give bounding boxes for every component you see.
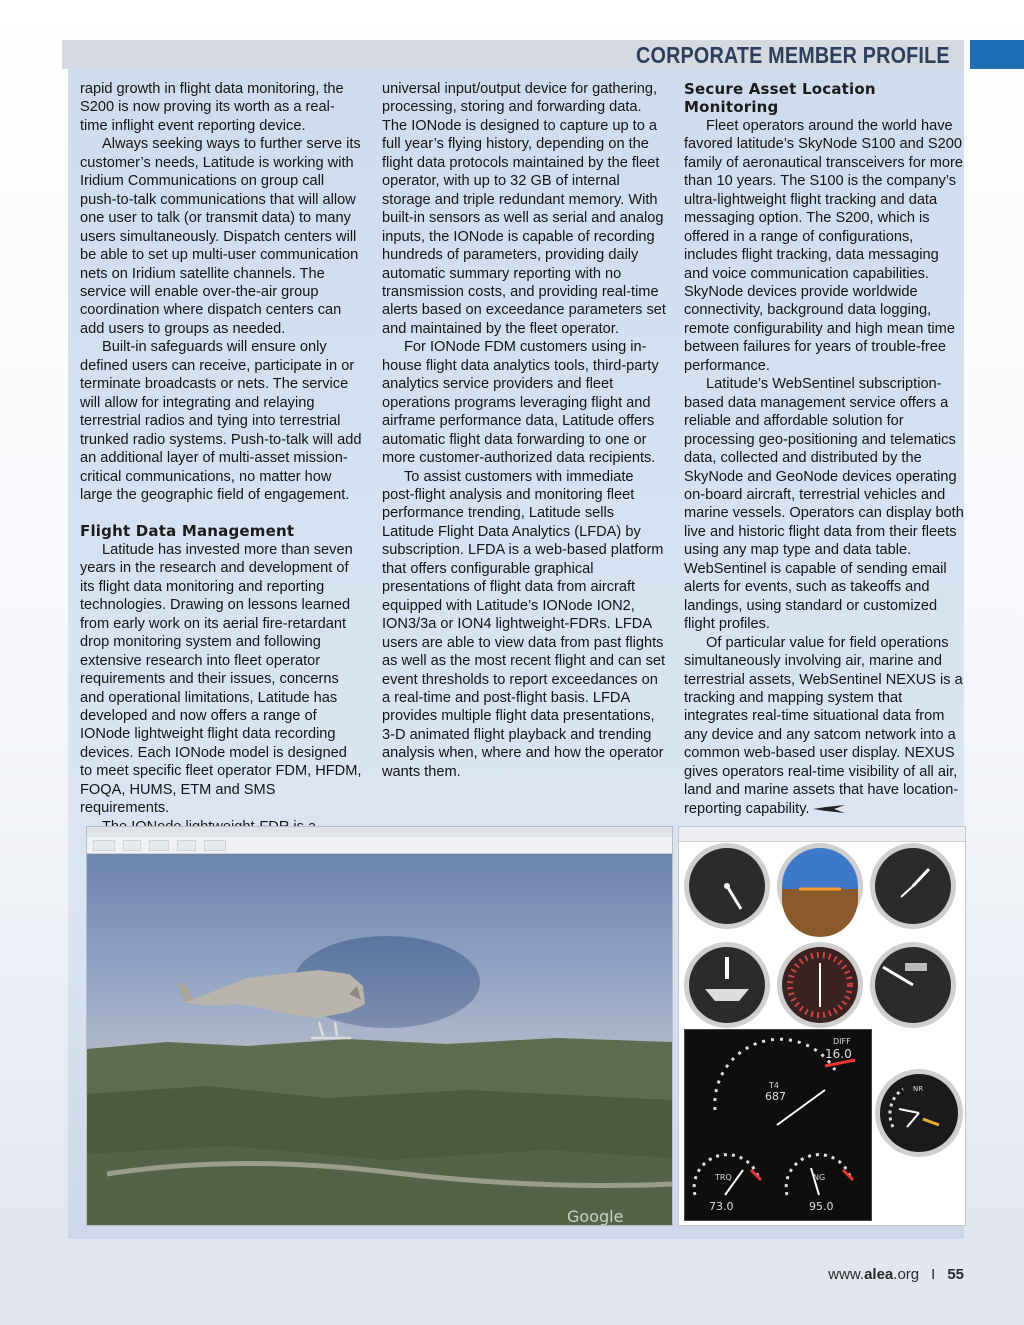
paragraph: Fleet operators around the world have favored latitude’s SkyNode S100 and S200 family of aeronautical transceivers for more than 10 years. The S100 is the company’s ultra-lightweight flight tracking and data messaging option. The S200, which is offered in a range of configurations, includes flight tracking, data messaging and voice communication capabilities. SkyNode devices provide worldwide connectivity, background data logging, remote configurability and high mean time between failures for years of trouble-free performance. (684, 117, 964, 374)
ng-value: 95.0 (809, 1200, 834, 1213)
nr-label: NR (913, 1085, 924, 1093)
terrain-scene (87, 854, 672, 1225)
diff-value: 16.0 (825, 1047, 852, 1061)
section-header-bar (62, 40, 964, 69)
paragraph: Always seeking ways to further serve its customer’s needs, Latitude is working with Iridium Communications on group call push-to-talk communications that will allow one user to talk (or transmit data) to many users simultaneously. Dispatch centers will be able to set up multi-user communication nets on Iridium satellite channels. The service will enable over-the-air group coordination where dispatch centers can add users to groups as needed. (80, 136, 361, 337)
airspeed-indicator-icon (684, 843, 770, 929)
engine-instrument-panel (684, 1029, 872, 1221)
paragraph: Built-in safeguards will ensure only defined users can receive, participate in or terminate broadcasts or nets. The service will allow for integrating and relaying terrestrial radios and tying into terrestrial trunked radio systems. Push-to-talk will add an additional layer of multi-asset mission-critical communications, no matter how large the geographic field of engagement. (80, 339, 362, 503)
section-title: CORPORATE MEMBER PROFILE (636, 42, 950, 68)
paragraph: For IONode FDM customers using in-house flight data analytics tools, third-party analytics service providers and fleet operations programs leveraging flight and airframe performance data, Latitude offers automatic flight data forwarding to one or more customer-authorized data recipients. (382, 339, 659, 467)
app-toolbar (87, 837, 672, 854)
url-suffix: .org (893, 1266, 920, 1283)
turn-coordinator-icon (684, 942, 770, 1028)
map-watermark: Google (567, 1207, 624, 1225)
3d-map-view (87, 854, 672, 1225)
vertical-speed-indicator-icon (870, 942, 956, 1028)
paragraph: Latitude has invested more than seven years in the research and development of its flight data monitoring and reporting technologies. Drawing on lessons learned from early work on its aerial fire-retardant drop monitoring system and following extensive research into fleet operator requirements and their issues, concerns and operational limitations, Latitude has developed and now offers a range of IONode lightweight flight data recording devices. Each IONode model is designed to meet specific fleet operator FDM, HFDM, FOQA, HUMS, ETM and SMS requirements. (80, 541, 362, 817)
url-domain: alea (864, 1266, 894, 1283)
toolbar-tab (204, 840, 226, 851)
altimeter-icon (870, 843, 956, 929)
toolbar-tab (93, 840, 115, 851)
end-of-article-icon (812, 804, 846, 814)
flight-instruments (679, 839, 965, 1039)
url-prefix: www. (828, 1266, 865, 1283)
trq-label: TRQ (715, 1173, 732, 1182)
article-column-2 (382, 80, 666, 781)
page-footer (828, 1266, 964, 1283)
paragraph: To assist customers with immediate post-flight analysis and monitoring fleet performance trending, Latitude sells Latitude Flight Data Analytics (LFDA) by subscription. LFDA is a web-based platform that offers configurable graphical presentations of flight data from aircraft equipped with Latitude’s IONode ION2, ION3/3a or ION4 lightweight-FDRs. LFDA users are able to view data from past flights as well as the most recent flight and can set event thresholds to report exceedances on a real-time and post-flight basis. LFDA provides multiple flight data presentations, 3-D animated flight playback and trending analysis when, where and how the operator wants them. (382, 468, 666, 780)
app-titlebar (87, 827, 672, 837)
article-column-1 (80, 80, 362, 836)
attitude-indicator-icon (777, 843, 863, 937)
toolbar-tab (149, 840, 169, 851)
nr-gauge-icon (873, 1067, 965, 1159)
t4-value: 687 (765, 1090, 786, 1103)
paragraph: Latitude’s WebSentinel subscription-based data management service offers a reliable and affordable solution for processing geo-positioning and telematics data, collected and distributed by the SkyNode and GeoNode devices operating on-board aircraft, terrestrial vehicles and marine vessels. Operators can display both live and historic flight data from their fleets using any map type and data table. WebSentinel is capable of sending email alerts for events, such as takeoffs and landings, using standard or customized flight profiles. (684, 376, 964, 633)
flight-playback-screenshot (86, 826, 673, 1226)
engine-gauges (685, 1030, 871, 1220)
paragraph: universal input/output device for gathering, processing, storing and forwarding data. The IONode is designed to capture up to a full year’s flying history, depending on the flight data protocols maintained by the fleet operator, with up to 32 GB of internal storage and triple redundant memory. With built-in sensors as well as serial and analog inputs, the IONode is capable of recording hundreds of parameters, providing daily automatic summary reporting with no transmission costs, and providing real-time alerts based on exceedance parameters set and maintained by the fleet operator. (382, 81, 666, 337)
paragraph: rapid growth in flight data monitoring, the S200 is now proving its worth as a real-time inflight event reporting device. (80, 81, 344, 134)
trq-value: 73.0 (709, 1200, 734, 1213)
instrument-panel-screenshot (678, 826, 966, 1226)
page-number: 55 (947, 1266, 964, 1283)
section-heading-secure-asset-location: Secure Asset Location Monitoring (684, 80, 876, 117)
helicopter (185, 970, 365, 1018)
toolbar-tab (123, 840, 141, 851)
article-column-3 (684, 80, 964, 818)
ng-label: NG (813, 1173, 826, 1182)
footer-url (828, 1266, 919, 1283)
footer-separator: I (931, 1266, 936, 1283)
diff-label: DIFF (833, 1037, 851, 1046)
paragraph (684, 634, 964, 819)
paragraph-text: Of particular value for field operations simultaneously involving air, marine and terrestrial assets, WebSentinel NEXUS is a tracking and mapping system that integrates real-time situational data from any device and any satcom network into a common web-based user display. NEXUS gives operators real-time visibility of all air, land and marine assets that have location-reporting capability. (684, 634, 963, 817)
header-accent-block (970, 40, 1024, 69)
section-heading-flight-data-management: Flight Data Management (80, 522, 295, 541)
heading-indicator-icon (777, 942, 863, 1028)
toolbar-tab (177, 840, 197, 851)
t4-label: T4 (769, 1081, 779, 1090)
